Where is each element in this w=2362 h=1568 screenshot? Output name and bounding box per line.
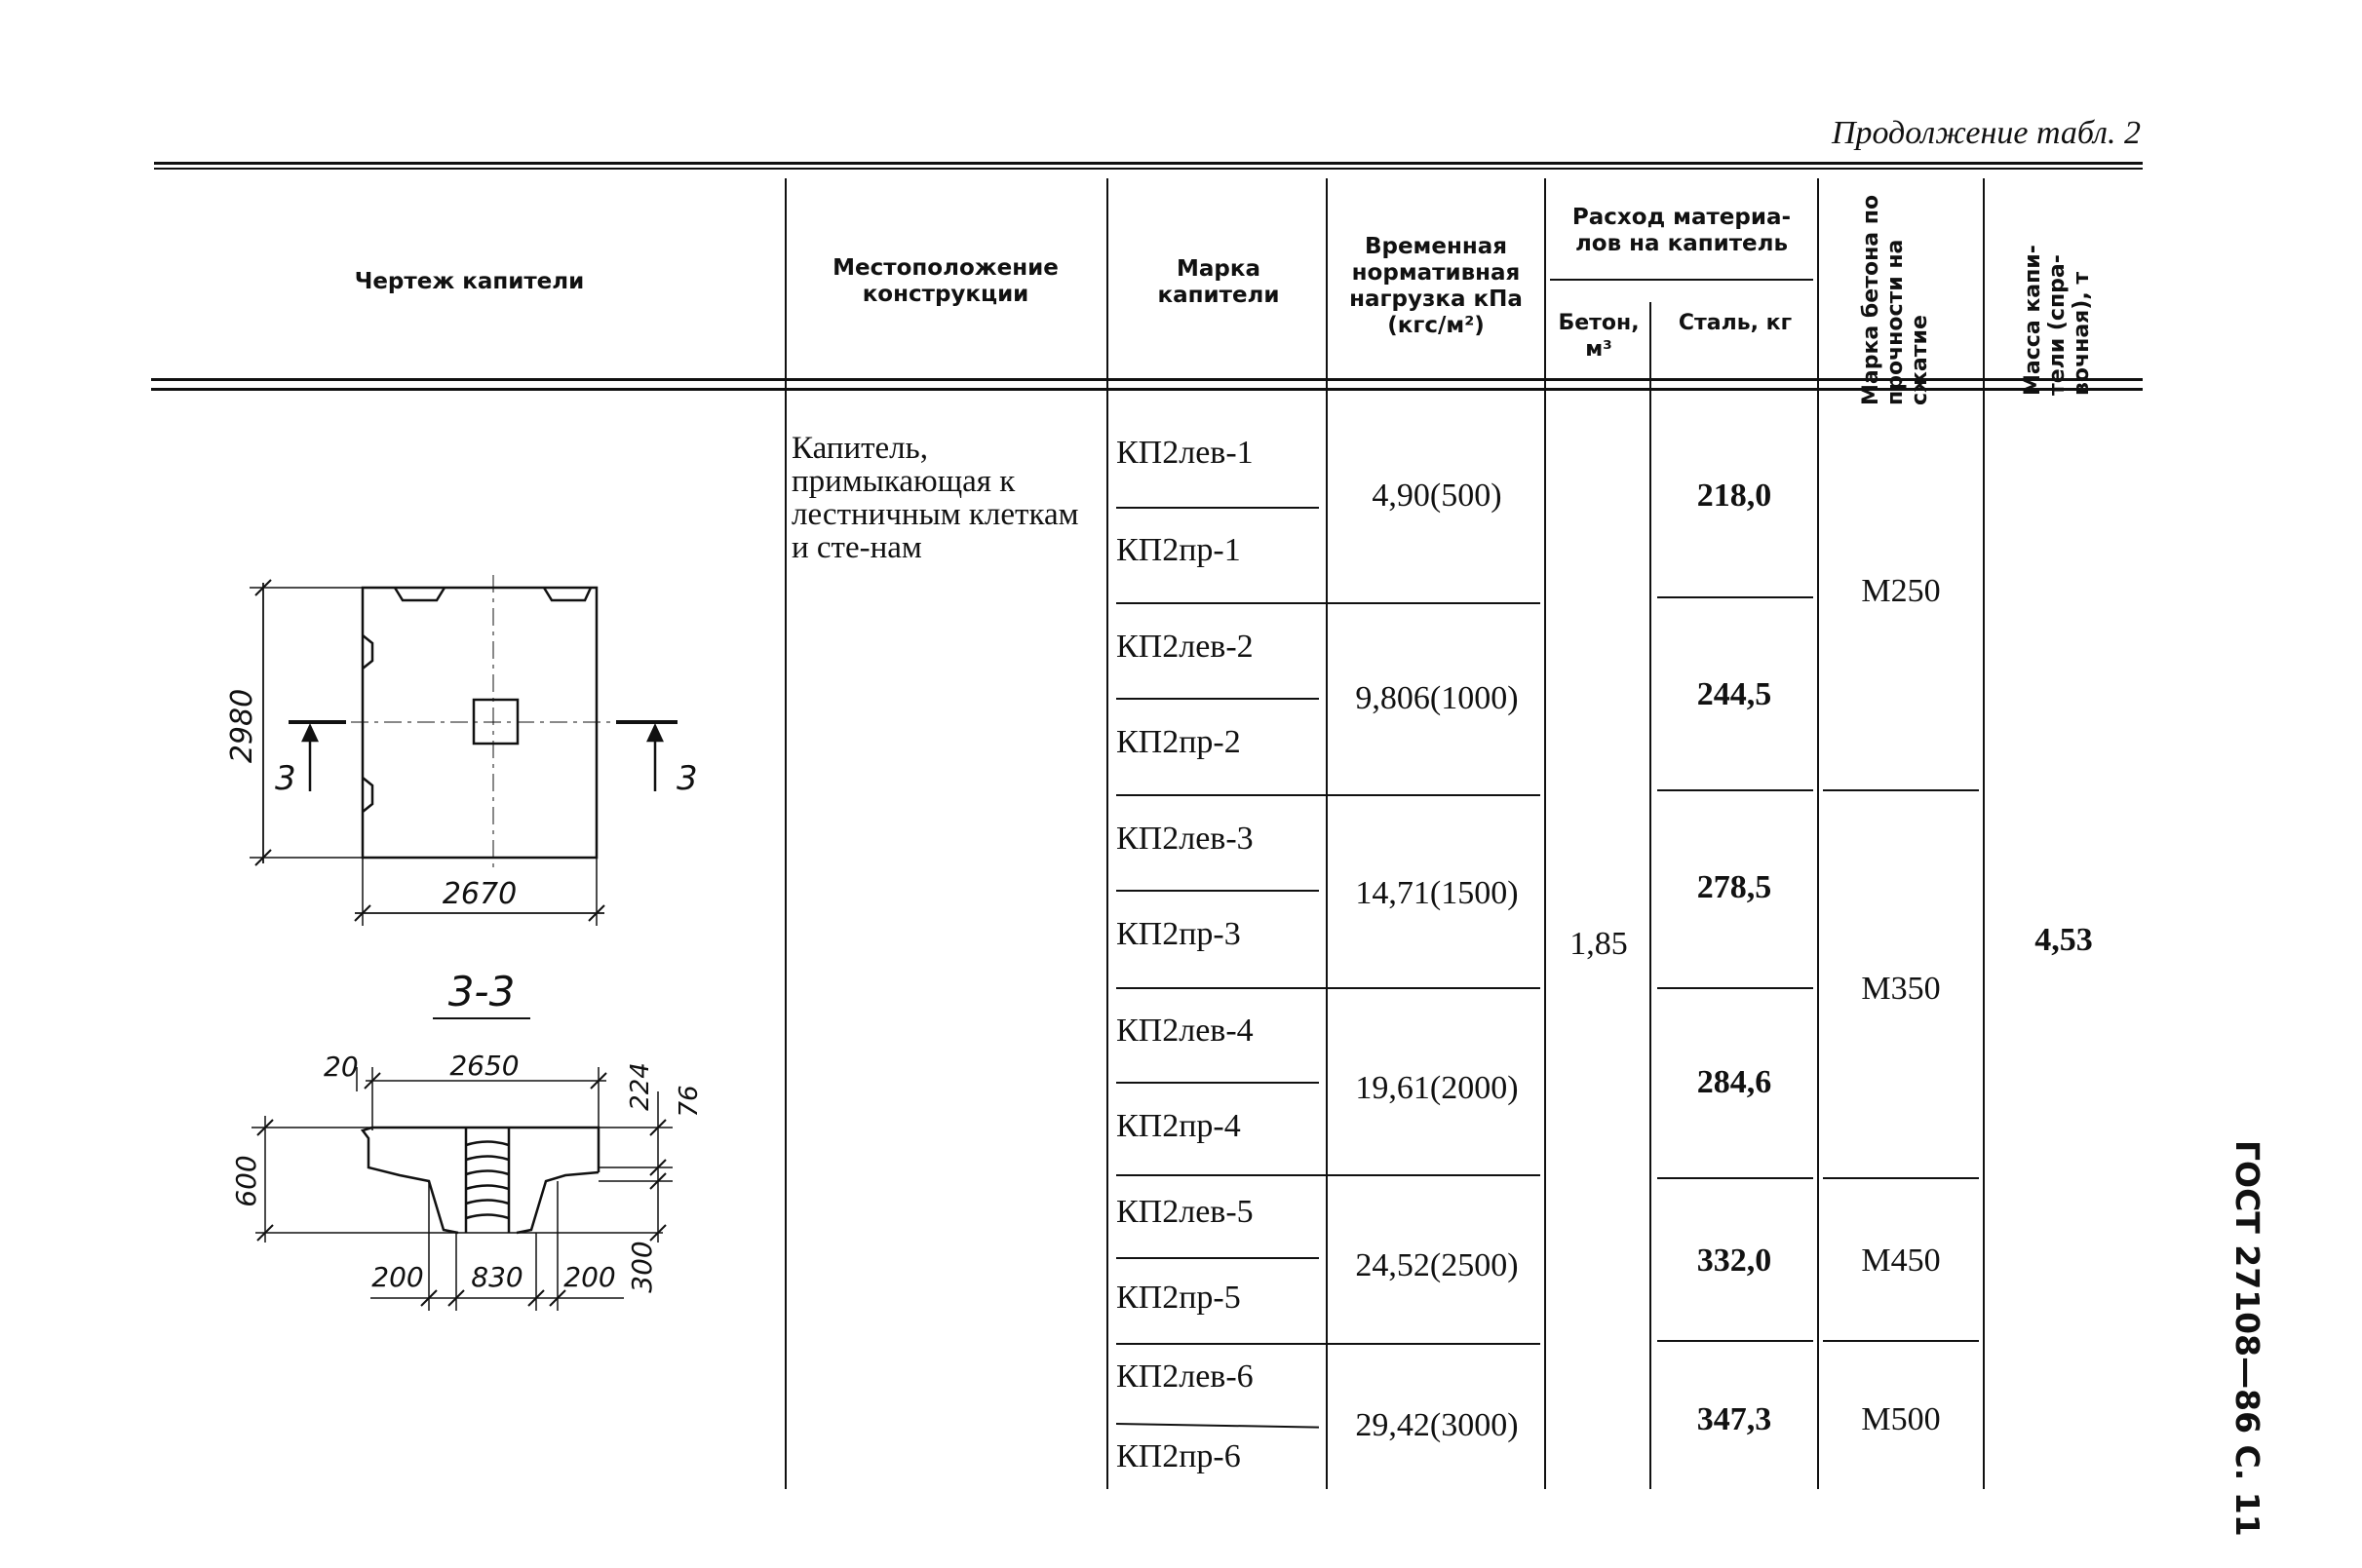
grade-cell: М500 [1861,1401,1941,1437]
dim-label-200-left: 200 [371,1261,424,1293]
dim-label-224: 224 [626,1062,655,1111]
load-cell: 4,90(500) [1372,478,1502,514]
dim-label-2650: 2650 [449,1050,520,1082]
mark-cell: КП2лев-5 [1116,1194,1254,1230]
mark-cell: КП2лев-3 [1116,821,1254,857]
dim-label-600: 600 [230,1155,262,1207]
mark-cell: КП2пр-2 [1116,724,1241,760]
dim-label-830: 830 [471,1261,523,1293]
section-mark-left: 3 [275,759,296,798]
section-title: 3-3 [447,968,516,1015]
mark-cell: КП2пр-1 [1116,532,1241,568]
load-cell: 19,61(2000) [1355,1070,1519,1106]
steel-cell: 332,0 [1696,1243,1772,1279]
grade-cell: М450 [1861,1243,1941,1279]
table-caption: Продолжение табл. 2 [1831,115,2141,151]
dim-label-200-right: 200 [563,1261,616,1293]
mark-cell: КП2пр-6 [1116,1438,1241,1474]
section-column-rings [466,1142,509,1219]
steel-cell: 244,5 [1696,676,1772,712]
header-steel: Сталь, кг [1678,311,1793,335]
dim-label-height: 2980 [225,688,259,764]
load-cell: 14,71(1500) [1355,875,1519,911]
document-code: ГОСТ 27108—86 С. 11 [2228,1140,2266,1537]
mark-cell: КП2пр-5 [1116,1280,1241,1316]
header-drawing: Чертеж капители [354,269,585,294]
load-cell: 24,52(2500) [1355,1247,1519,1283]
mark-cell: КП2лев-6 [1116,1358,1254,1395]
header-materials: Расход материа-лов на капитель [1571,205,1792,256]
mark-cell: КП2лев-2 [1116,629,1254,665]
dim-label-20: 20 [324,1051,359,1083]
mark-cell: КП2лев-1 [1116,435,1254,471]
header-mark: Марка капители [1157,256,1280,308]
section-slab [363,1128,458,1233]
plan-wall-notch-bottom [363,778,372,812]
header-concrete-grade: Марка бетона по прочности на сжатие [1859,194,1932,405]
mark-cell: КП2пр-4 [1116,1108,1241,1144]
mark-cell: КП2лев-4 [1116,1013,1254,1049]
header-location: Местоположение конструкции [833,255,1059,307]
grade-cell: М250 [1861,573,1941,609]
load-cell: 29,42(3000) [1355,1407,1519,1443]
dim-label-300: 300 [626,1241,658,1293]
section-arrowhead-left [303,726,317,741]
section-arrowhead-right [648,726,662,741]
section-mark-right: 3 [677,759,698,798]
steel-cell: 218,0 [1696,478,1772,514]
dim-label-76: 76 [675,1085,704,1118]
header-concrete: Бетон, м³ [1558,311,1640,362]
plan-notch-left [395,588,445,600]
steel-cell: 284,6 [1696,1064,1772,1100]
section-slab-top [372,1128,599,1172]
plan-notch-right [544,588,591,600]
concrete-volume-cell: 1,85 [1569,926,1628,962]
location-text: Капитель, примыкающая к лестничным клеткам и сте-нам [792,431,1079,565]
grade-cell: М350 [1861,971,1941,1007]
mark-cell: КП2пр-3 [1116,916,1241,952]
steel-cell: 347,3 [1696,1401,1772,1437]
dim-label-width: 2670 [442,877,518,911]
header-load: Временная нормативная нагрузка кПа (кгс/м²) [1349,234,1523,338]
plan-wall-notch-top [363,635,372,669]
load-cell: 9,806(1000) [1355,680,1519,716]
mass-cell: 4,53 [2034,922,2093,958]
header-mass: Масса капи-тели (спра-вочная), т [2021,245,2094,396]
steel-cell: 278,5 [1696,869,1772,905]
